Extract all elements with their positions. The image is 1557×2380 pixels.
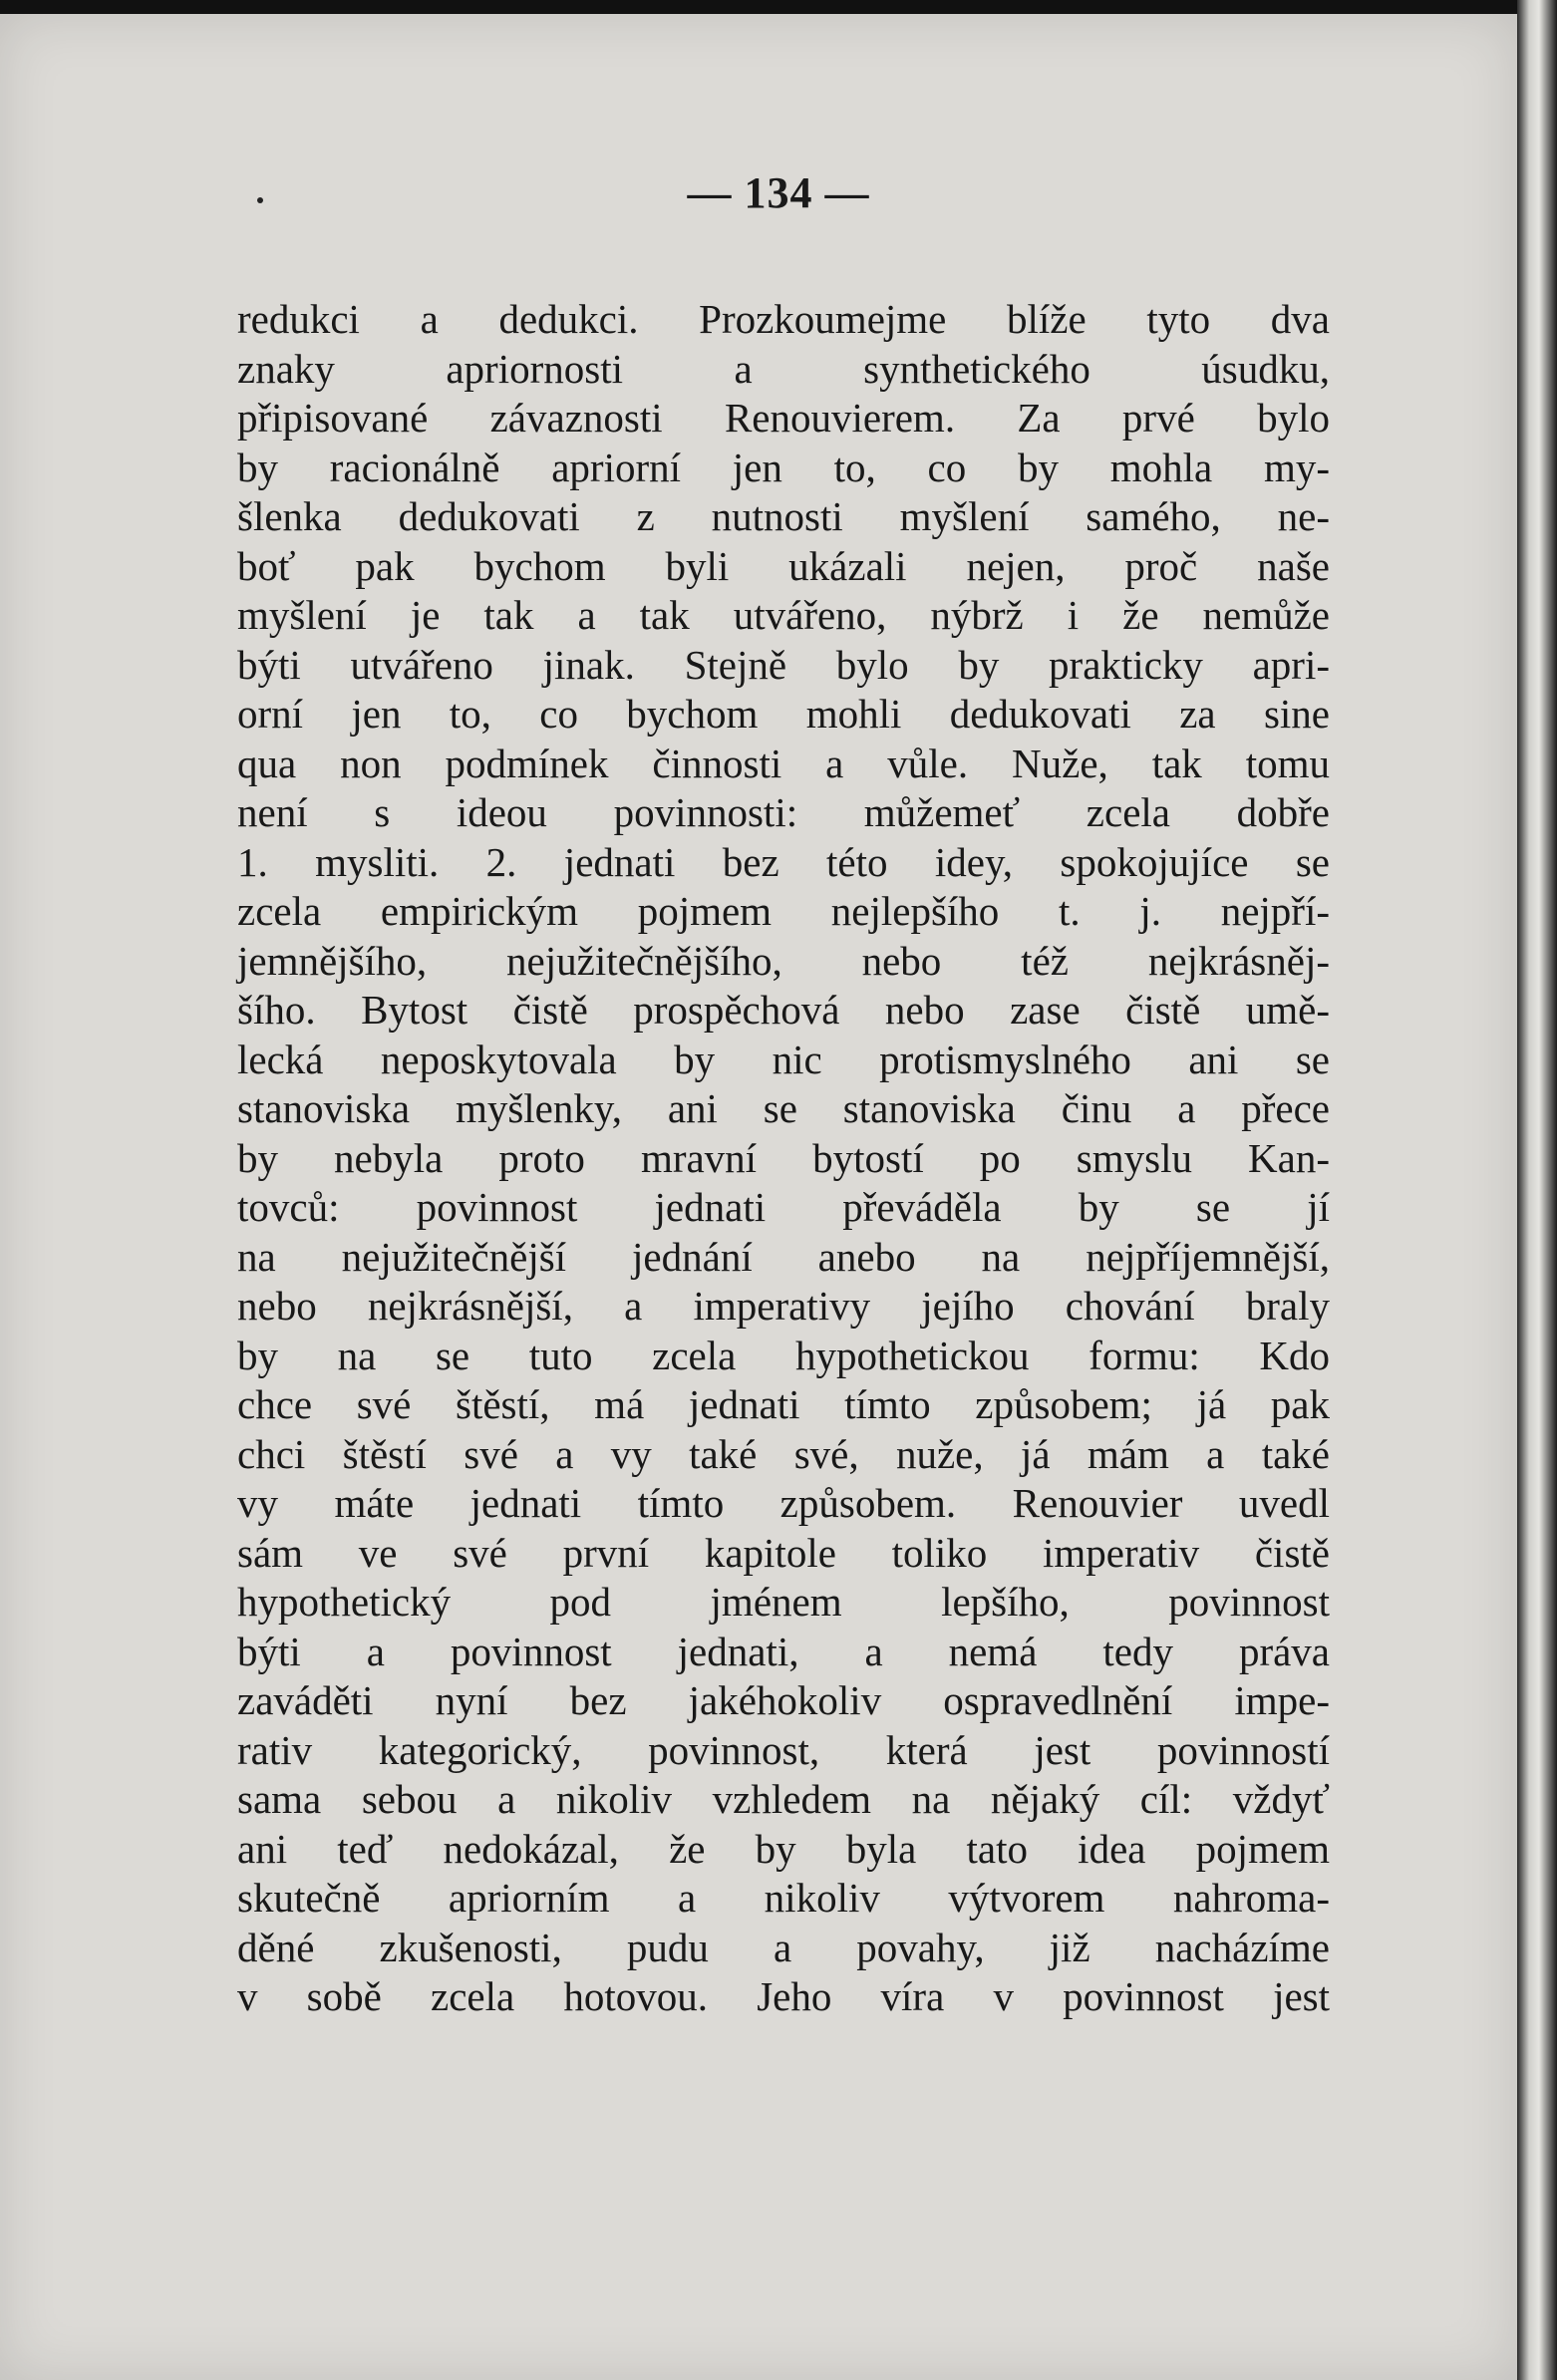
- text-line: připisované závaznosti Renouvierem. Za prvé bylo: [237, 395, 1330, 441]
- page-number: — 134 —: [687, 168, 870, 217]
- text-line: ani teď nedokázal, že by byla tato idea pojmem: [237, 1825, 1330, 1872]
- text-line: býti utvářeno jinak. Stejně bylo by prakticky apri-: [237, 641, 1330, 688]
- text-line: vy máte jednati tímto způsobem. Renouvier uvedl: [237, 1480, 1330, 1526]
- text-line: redukci a dedukci. Prozkoumejme blíže tyto dva: [237, 296, 1330, 342]
- text-line: stanoviska myšlenky, ani se stanoviska činu a přece: [237, 1085, 1330, 1131]
- text-line: chce své štěstí, má jednati tímto způsobem; já pak: [237, 1381, 1330, 1427]
- body-text: [237, 295, 1330, 2022]
- text-line: zaváděti nyní bez jakéhokoliv ospravedlnění impe-: [237, 1677, 1330, 1723]
- text-line: na nejužitečnější jednání anebo na nejpříjemnější,: [237, 1233, 1330, 1280]
- text-line: zcela empirickým pojmem nejlepšího t. j. nejpří-: [237, 888, 1330, 934]
- text-line: by racionálně apriorní jen to, co by mohla my-: [237, 444, 1330, 490]
- text-line: šího. Bytost čistě prospěchová nebo zase čistě umě-: [237, 987, 1330, 1033]
- text-line: šlenka dedukovati z nutnosti myšlení samého, ne-: [237, 493, 1330, 539]
- text-line: tovců: povinnost jednati převáděla by se jí: [237, 1184, 1330, 1230]
- text-line: hypothetický pod jménem lepšího, povinnost: [237, 1579, 1330, 1625]
- text-line: boť pak bychom byli ukázali nejen, proč naše: [237, 542, 1330, 589]
- text-line: lecká neposkytovala by nic protismyslného ani se: [237, 1036, 1330, 1082]
- text-line: nebo nejkrásnější, a imperativy jejího chování braly: [237, 1283, 1330, 1329]
- text-line: znaky apriornosti a synthetického úsudku,: [237, 345, 1330, 392]
- text-line: není s ideou povinnosti: můžemeť zcela dobře: [237, 789, 1330, 835]
- text-line: myšlení je tak a tak utvářeno, nýbrž i že nemůže: [237, 592, 1330, 638]
- text-line: orní jen to, co bychom mohli dedukovati za sine: [237, 691, 1330, 737]
- text-line: sama sebou a nikoliv vzhledem na nějaký cíl: vždyť: [237, 1776, 1330, 1822]
- text-line: sám ve své první kapitole toliko imperativ čistě: [237, 1529, 1330, 1576]
- text-line: qua non podmínek činnosti a vůle. Nuže, tak tomu: [237, 740, 1330, 786]
- text-line: v sobě zcela hotovou. Jeho víra v povinnost jest: [237, 1973, 1330, 2019]
- text-line: by na se tuto zcela hypothetickou formu: Kdo: [237, 1332, 1330, 1378]
- text-line: skutečně apriorním a nikoliv výtvorem nahroma-: [237, 1875, 1330, 1921]
- text-line: by nebyla proto mravní bytostí po smyslu Kan-: [237, 1134, 1330, 1181]
- text-line: chci štěstí své a vy také své, nuže, já mám a také: [237, 1430, 1330, 1477]
- text-line: 1. mysliti. 2. jednati bez této idey, spokojujíce se: [237, 838, 1330, 885]
- book-edge: [1517, 0, 1557, 2380]
- text-line: rativ kategorický, povinnost, která jest povinností: [237, 1726, 1330, 1773]
- text-line: jemnějšího, nejužitečnějšího, nebo též nejkrásněj-: [237, 937, 1330, 984]
- text-line: býti a povinnost jednati, a nemá tedy práva: [237, 1628, 1330, 1674]
- text-line: děné zkušenosti, pudu a povahy, již nacházíme: [237, 1924, 1330, 1970]
